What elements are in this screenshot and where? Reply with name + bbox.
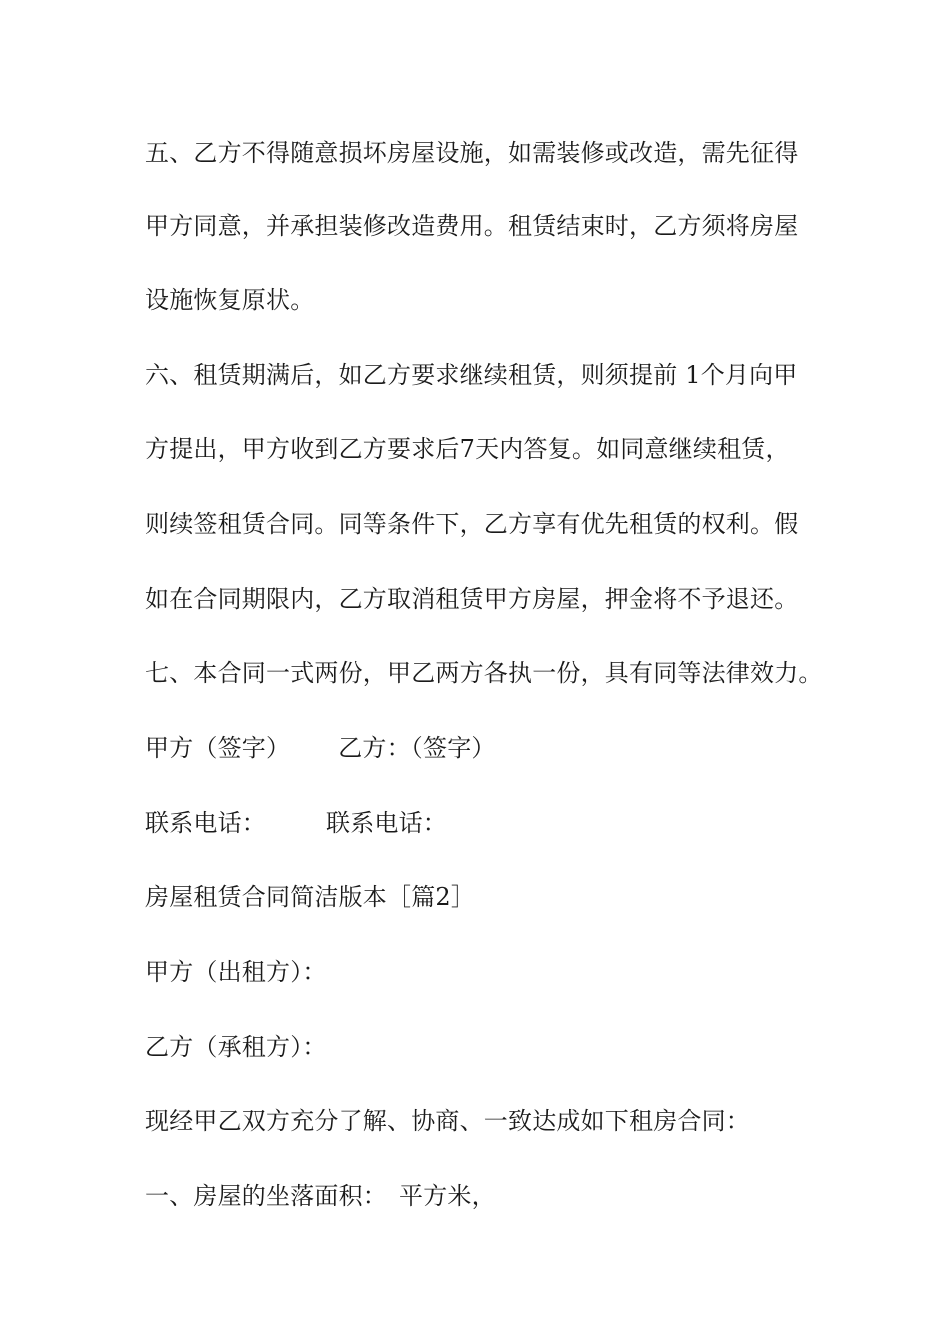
- clause-six-line-4: 如在合同期限内，乙方取消租赁甲方房屋，押金将不予退还。: [145, 585, 799, 613]
- clause-six-line-1: 六、租赁期满后，如乙方要求继续租赁，则须提前 1个月向甲: [145, 361, 798, 389]
- party-a-signature-label: 甲方（签字）: [145, 734, 291, 762]
- intro-paragraph: 现经甲乙双方充分了解、协商、一致达成如下租房合同：: [145, 1107, 750, 1135]
- clause-six-line-3: 则续签租赁合同。同等条件下，乙方享有优先租赁的权利。假: [145, 510, 799, 538]
- lessee-label: 乙方（承租方）：: [145, 1033, 327, 1061]
- clause-five-line-3: 设施恢复原状。: [145, 286, 315, 314]
- clause-seven-line: 七、本合同一式两份，甲乙两方各执一份，具有同等法律效力。: [145, 659, 823, 687]
- section-title: 房屋租赁合同简洁版本［篇2］: [145, 883, 476, 911]
- clause-one-label: 一、房屋的坐落面积：: [145, 1182, 387, 1210]
- clause-one-unit: 平方米，: [399, 1182, 496, 1210]
- clause-five-line-2: 甲方同意，并承担装修改造费用。租赁结束时，乙方须将房屋: [145, 212, 799, 240]
- clause-five-line-1: 五、乙方不得随意损坏房屋设施，如需装修或改造，需先征得: [145, 139, 799, 167]
- clause-one-row: [145, 1181, 496, 1211]
- signature-row: [145, 733, 496, 763]
- party-a-contact-label: 联系电话：: [145, 809, 266, 837]
- contact-row: [145, 808, 447, 838]
- party-b-signature-label: 乙方：（签字）: [338, 734, 496, 762]
- clause-six-line-2: 方提出，甲方收到乙方要求后7天内答复。如同意继续租赁，: [145, 435, 790, 463]
- party-b-contact-label: 联系电话：: [326, 809, 447, 837]
- lessor-label: 甲方（出租方）：: [145, 958, 327, 986]
